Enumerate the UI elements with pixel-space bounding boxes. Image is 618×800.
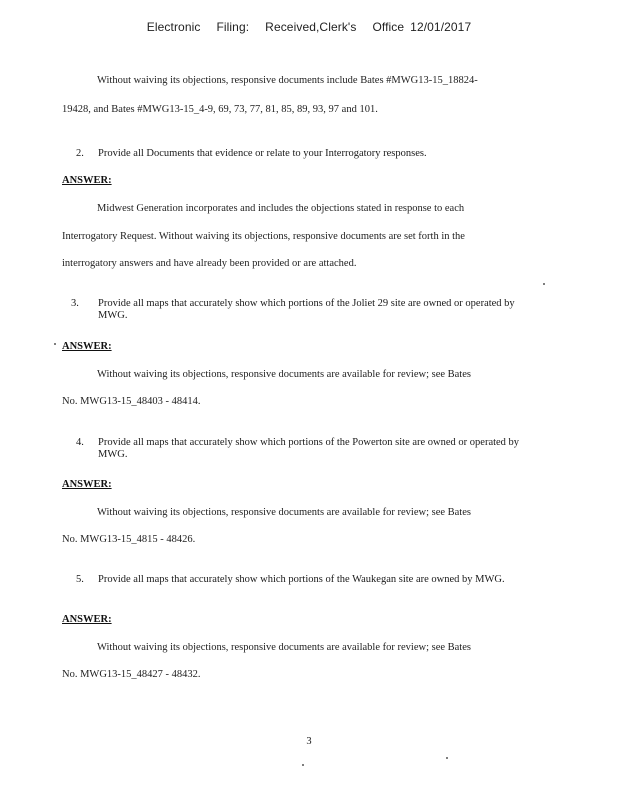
continued-answer-line-2: 19428, and Bates #MWG13-15_4-9, 69, 73, 77, 81, 85, 89, 93, 97 and 101. bbox=[62, 104, 378, 115]
answer-label: ANSWER: bbox=[62, 479, 112, 490]
answer-line: interrogatory answers and have already been provided or are attached. bbox=[62, 258, 357, 269]
answer-line: No. MWG13-15_48427 - 48432. bbox=[62, 669, 201, 680]
request-number: 3. bbox=[71, 298, 79, 309]
request-number: 4. bbox=[76, 437, 84, 448]
answer-label: ANSWER: bbox=[62, 175, 112, 186]
header-office: Office bbox=[372, 20, 405, 34]
request-number: 2. bbox=[76, 148, 84, 159]
request-text: Provide all maps that accurately show which portions of the Joliet 29 site are owned or operated by MWG. bbox=[98, 298, 515, 321]
answer-line: Without waiving its objections, responsive documents are available for review; see Bates bbox=[97, 507, 471, 518]
page-number: 3 bbox=[306, 736, 312, 747]
header-filing: Filing: bbox=[216, 20, 250, 34]
answer-line: Midwest Generation incorporates and includes the objections stated in response to each bbox=[97, 203, 465, 214]
answer-line: No. MWG13-15_48403 - 48414. bbox=[62, 396, 201, 407]
request-text: Provide all maps that accurately show which portions of the Waukegan site are owned by MWG. bbox=[98, 574, 505, 585]
answer-line: Without waiving its objections, responsive documents are available for review; see Bates bbox=[97, 369, 471, 380]
request-text: Provide all maps that accurately show which portions of the Powerton site are owned or operated by MWG. bbox=[98, 437, 520, 460]
scan-speck bbox=[543, 283, 545, 285]
header-electronic: Electronic bbox=[146, 20, 201, 34]
answer-label: ANSWER: bbox=[62, 341, 112, 352]
answer-label: ANSWER: bbox=[62, 614, 112, 625]
request-text: Provide all Documents that evidence or relate to your Interrogatory responses. bbox=[98, 148, 427, 159]
scan-speck bbox=[446, 757, 448, 759]
header-date: 12/01/2017 bbox=[410, 20, 472, 34]
filing-header bbox=[0, 20, 618, 34]
header-received: Received,Clerk's bbox=[265, 20, 357, 34]
scan-speck bbox=[302, 764, 304, 766]
answer-line: No. MWG13-15_4815 - 48426. bbox=[62, 534, 196, 545]
continued-answer-line-1: Without waiving its objections, responsive documents include Bates #MWG13-15_18824- bbox=[97, 75, 478, 86]
answer-line: Interrogatory Request. Without waiving its objections, responsive documents are set forth in the bbox=[62, 231, 465, 242]
answer-line: Without waiving its objections, responsive documents are available for review; see Bates bbox=[97, 642, 471, 653]
scan-speck bbox=[54, 343, 56, 345]
request-number: 5. bbox=[76, 574, 84, 585]
